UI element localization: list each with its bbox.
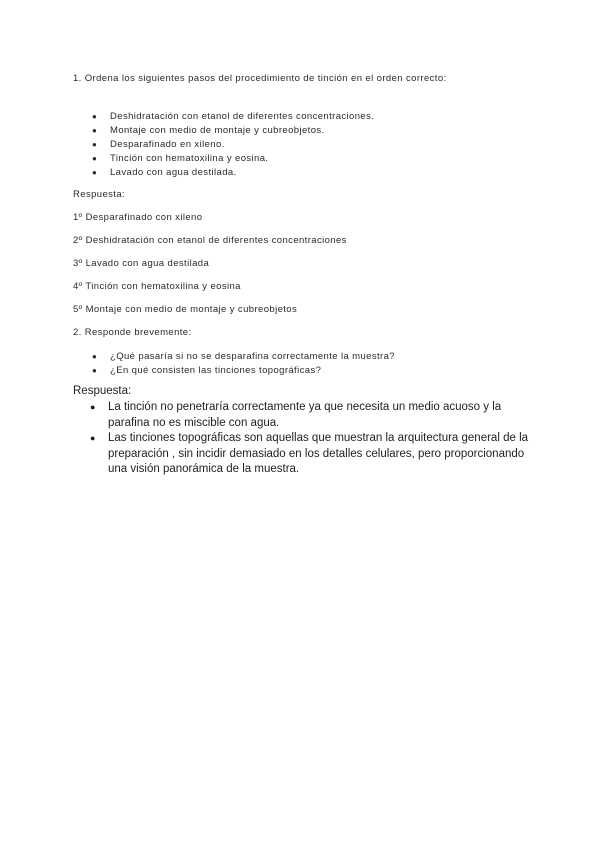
bullet-icon: ● xyxy=(92,112,98,121)
answer-text: La tinción no penetraría correctamente ya que necesita un medio acuoso y la parafina no es miscible con agua. xyxy=(108,401,502,429)
bullet-icon: ● xyxy=(90,433,96,443)
list-item xyxy=(92,364,395,378)
list-item-text: ¿En qué consisten las tinciones topográficas? xyxy=(110,365,322,376)
list-item xyxy=(92,166,374,180)
list-item xyxy=(90,400,530,431)
bullet-icon: ● xyxy=(92,154,98,163)
question-2-questions-list xyxy=(92,350,395,378)
list-item xyxy=(92,124,374,138)
list-item xyxy=(92,138,374,152)
answer-step-1: 1º Desparafinado con xileno xyxy=(73,212,203,223)
answer-step-3: 3º Lavado con agua destilada xyxy=(73,258,210,269)
list-item xyxy=(90,431,530,478)
bullet-icon: ● xyxy=(92,352,98,361)
bullet-icon: ● xyxy=(92,366,98,375)
question-1-steps-list xyxy=(92,110,374,180)
answer-step-5: 5º Montaje con medio de montaje y cubreobjetos xyxy=(73,304,298,315)
bullet-icon: ● xyxy=(92,126,98,135)
question-2-response-label: Respuesta: xyxy=(73,385,132,397)
list-item-text: ¿Qué pasaría si no se desparafina correctamente la muestra? xyxy=(110,351,395,362)
list-item xyxy=(92,110,374,124)
list-item-text: Deshidratación con etanol de diferentes concentraciones. xyxy=(110,111,375,122)
answer-text: Las tinciones topográficas son aquellas que muestran la arquitectura general de la preparación , sin incidir demasiado en los detalles celulares, pero proporcionando una visión panorámica de la muestra. xyxy=(108,432,529,475)
list-item xyxy=(92,152,374,166)
list-item-text: Desparafinado en xileno. xyxy=(110,139,225,150)
list-item xyxy=(92,350,395,364)
answer-step-4: 4º Tinción con hematoxilina y eosina xyxy=(73,281,241,292)
bullet-icon: ● xyxy=(92,168,98,177)
question-1-title: 1. Ordena los siguientes pasos del procedimiento de tinción en el orden correcto: xyxy=(73,73,447,84)
question-1-response-label: Respuesta: xyxy=(73,189,126,200)
question-2-answers-list xyxy=(90,400,530,478)
bullet-icon: ● xyxy=(90,402,96,412)
answer-step-2: 2º Deshidratación con etanol de diferentes concentraciones xyxy=(73,235,347,246)
list-item-text: Montaje con medio de montaje y cubreobjetos. xyxy=(110,125,325,136)
question-2-title: 2. Responde brevemente: xyxy=(73,327,192,338)
bullet-icon: ● xyxy=(92,140,98,149)
list-item-text: Tinción con hematoxilina y eosina. xyxy=(110,153,269,164)
list-item-text: Lavado con agua destilada. xyxy=(110,167,237,178)
